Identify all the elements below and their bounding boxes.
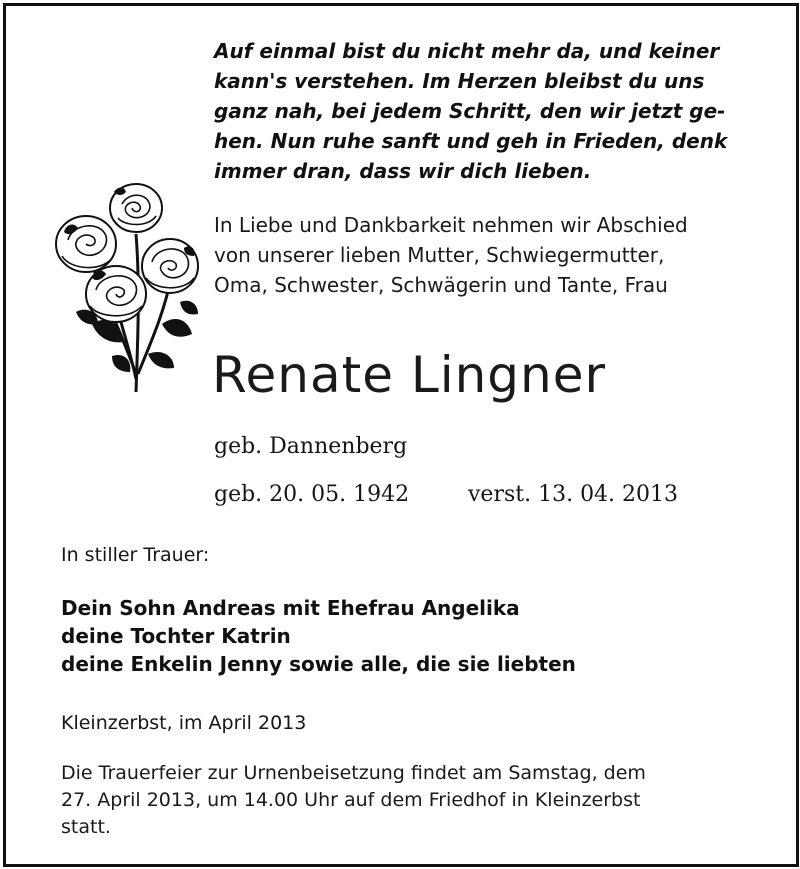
intro-line: Oma, Schwester, Schwägerin und Tante, Frau bbox=[214, 273, 668, 297]
intro-line: In Liebe und Dankbarkeit nehmen wir Abschied bbox=[214, 213, 688, 237]
poem-line: kann's verstehen. Im Herzen bleibst du uns bbox=[214, 69, 705, 93]
mourner-line: deine Tochter Katrin bbox=[61, 624, 291, 648]
ceremony-notice bbox=[61, 760, 761, 841]
ceremony-line: statt. bbox=[61, 816, 111, 838]
obituary-frame bbox=[3, 3, 799, 867]
ceremony-line: 27. April 2013, um 14.00 Uhr auf dem Friedhof in Kleinzerbst bbox=[61, 789, 641, 811]
mourner-line: deine Enkelin Jenny sowie alle, die sie liebten bbox=[61, 652, 576, 676]
ceremony-line: Die Trauerfeier zur Urnenbeisetzung findet am Samstag, dem bbox=[61, 762, 646, 784]
place-date: Kleinzerbst, im April 2013 bbox=[61, 712, 307, 734]
birth-date: geb. 20. 05. 1942 bbox=[214, 482, 410, 507]
intro-line: von unserer lieben Mutter, Schwiegermutter, bbox=[214, 243, 665, 267]
poem-line: immer dran, dass wir dich lieben. bbox=[214, 159, 592, 183]
farewell-intro bbox=[214, 210, 688, 300]
mourner-line: Dein Sohn Andreas mit Ehefrau Angelika bbox=[61, 596, 520, 620]
poem-line: hen. Nun ruhe sanft und geh in Frieden, denk bbox=[214, 129, 728, 153]
deceased-name: Renate Lingner bbox=[212, 346, 607, 404]
death-date: verst. 13. 04. 2013 bbox=[468, 482, 679, 507]
mourners-list bbox=[61, 594, 576, 678]
poem-line: ganz nah, bei jedem Schritt, den wir jetzt ge- bbox=[214, 99, 726, 123]
poem-line: Auf einmal bist du nicht mehr da, und keiner bbox=[214, 39, 720, 63]
maiden-name: geb. Dannenberg bbox=[214, 434, 408, 459]
mourning-label: In stiller Trauer: bbox=[61, 544, 210, 566]
poem bbox=[214, 36, 754, 186]
roses-bouquet-icon bbox=[52, 174, 202, 396]
